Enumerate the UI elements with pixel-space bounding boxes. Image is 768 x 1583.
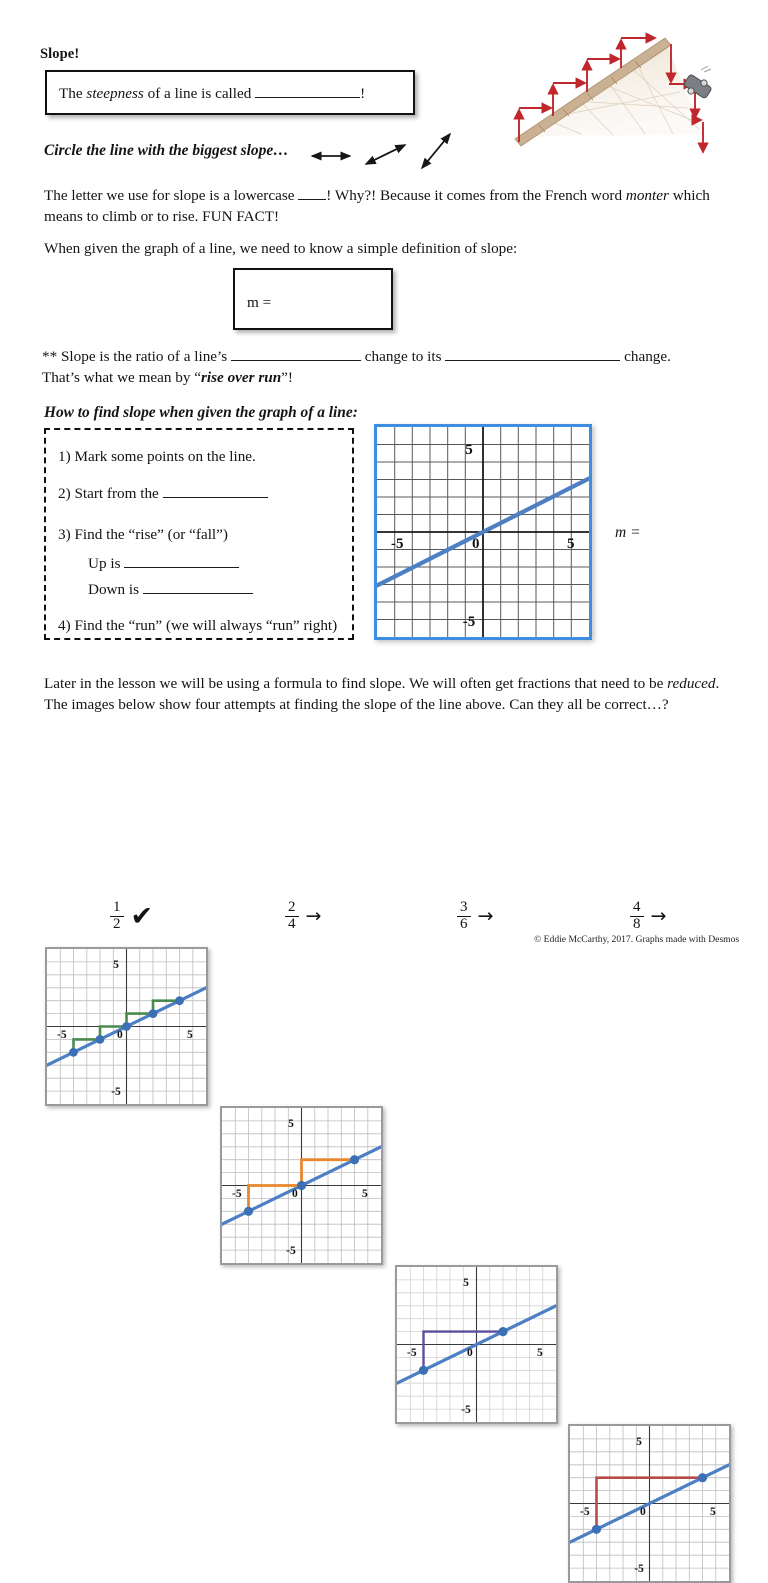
copyright-notice: © Eddie McCarthy, 2017. Graphs made with Desmos — [534, 934, 740, 945]
main-graph-m-label: m = — [615, 524, 641, 541]
formula-label: m = — [247, 294, 272, 311]
right-arrow-icon: → — [305, 904, 322, 927]
double-diagonal-arrow-steep — [422, 134, 450, 168]
x-tick-5: 5 — [362, 1188, 368, 1200]
attempt-graph-2[interactable] — [220, 1106, 383, 1265]
ror-part1: That’s what we mean by “ — [42, 369, 201, 386]
y-tick-5: 5 — [636, 1436, 642, 1448]
step-3-down-blank[interactable] — [143, 580, 253, 594]
definition-box — [45, 70, 415, 115]
step-3-down-label: Down is — [88, 581, 143, 598]
answer-4 — [630, 900, 666, 933]
y-tick-5: 5 — [463, 1277, 469, 1289]
definition-emphasis: steepness — [86, 85, 144, 102]
origin-label: 0 — [292, 1188, 298, 1200]
ratio-part1: ** Slope is the ratio of a line’s — [42, 348, 231, 365]
step-4: 4) Find the “run” (we will always “run” right) — [58, 617, 338, 634]
main-graph-svg — [377, 427, 589, 637]
fraction-1-denominator: 2 — [110, 916, 124, 933]
origin-label: 0 — [472, 536, 480, 552]
definition-middle: of a line is called — [143, 85, 256, 102]
fraction-4-denominator: 8 — [630, 916, 644, 933]
origin-label: 0 — [640, 1506, 646, 1518]
step-3: 3) Find the “rise” (or “fall”) — [58, 526, 228, 543]
right-arrow-icon: → — [650, 904, 667, 927]
step-1: 1) Mark some points on the line. — [58, 448, 256, 465]
later-part1: Later in the lesson we will be using a formula to find slope. We will often get fractions that need to be — [44, 675, 668, 692]
y-tick-5: 5 — [113, 959, 119, 971]
ratio-blank-2[interactable] — [445, 347, 620, 361]
french-word: monter — [625, 187, 669, 204]
origin-label: 0 — [117, 1029, 123, 1041]
step-3-up-blank[interactable] — [124, 554, 239, 568]
attempt-2-svg — [222, 1108, 381, 1263]
origin-label: 0 — [467, 1347, 473, 1359]
arrows-svg — [300, 130, 465, 180]
attempt-1-svg — [47, 949, 206, 1104]
ratio-blank-1[interactable] — [231, 347, 361, 361]
y-tick-minus5: -5 — [634, 1563, 644, 1575]
fraction-3-denominator: 6 — [457, 916, 471, 933]
how-to-heading: How to find slope when given the graph of a line: — [44, 404, 358, 421]
y-tick-minus5: -5 — [462, 614, 476, 630]
step-3-up-label: Up is — [88, 555, 125, 572]
ratio-part3: change. — [620, 348, 671, 365]
fraction-1 — [110, 900, 124, 933]
y-tick-minus5: -5 — [461, 1404, 471, 1416]
fraction-3 — [457, 900, 471, 933]
step-2 — [58, 483, 268, 504]
later-paragraph — [44, 673, 744, 715]
later-emphasis: reduced — [667, 675, 716, 692]
definition-suffix: ! — [360, 85, 366, 102]
formula-box — [233, 268, 393, 330]
definition-prefix: The — [59, 85, 87, 102]
ramp-illustration — [495, 22, 745, 172]
y-tick-minus5: -5 — [111, 1086, 121, 1098]
fraction-2 — [285, 900, 299, 933]
page-title: Slope! — [40, 46, 80, 62]
x-tick-5: 5 — [710, 1506, 716, 1518]
attempt-3-svg — [397, 1267, 556, 1422]
answer-3 — [457, 900, 493, 933]
y-tick-5: 5 — [288, 1118, 294, 1130]
step-2-label: 2) Start from the — [58, 485, 163, 502]
steps-box — [44, 428, 354, 640]
step-3-up — [88, 553, 239, 574]
fraction-2-denominator: 4 — [285, 916, 299, 933]
later-part2: . — [715, 675, 720, 692]
x-tick-minus5: -5 — [57, 1029, 67, 1041]
answer-2 — [285, 900, 321, 933]
fraction-4-numerator: 4 — [633, 899, 641, 915]
x-tick-minus5: -5 — [391, 536, 404, 552]
ratio-line — [42, 346, 742, 367]
ror-emphasis: rise over run — [201, 369, 282, 386]
attempt-4-svg — [570, 1426, 729, 1581]
double-diagonal-arrow-shallow — [366, 145, 405, 164]
fraction-1-numerator: 1 — [113, 899, 121, 915]
x-tick-5: 5 — [537, 1347, 543, 1359]
x-tick-minus5: -5 — [580, 1506, 590, 1518]
x-tick-minus5: -5 — [232, 1188, 242, 1200]
step-2-blank[interactable] — [163, 484, 268, 498]
letter-part3: which means to climb or to rise. FUN FACT! — [44, 187, 710, 225]
letter-part1: The letter we use for slope is a lowercase — [44, 187, 299, 204]
x-tick-5: 5 — [187, 1029, 193, 1041]
ratio-part2: change to its — [360, 348, 446, 365]
step-3-down — [88, 579, 253, 600]
letter-blank[interactable] — [298, 186, 326, 200]
cart-icon — [683, 66, 712, 99]
attempt-graph-1[interactable] — [45, 947, 208, 1106]
ramp-diagram-svg — [495, 22, 745, 172]
attempt-graph-3[interactable] — [395, 1265, 558, 1424]
definition-text — [59, 83, 365, 104]
y-tick-5: 5 — [465, 442, 473, 458]
ror-part2: ”! — [281, 369, 293, 386]
graph-intro-text: When given the graph of a line, we need to know a simple definition of slope: — [44, 240, 518, 257]
letter-part2: ! Why?! Because it comes from the French word — [326, 187, 626, 204]
right-arrow-icon: → — [477, 904, 494, 927]
rise-over-run-line — [42, 367, 293, 388]
later-line2: The images below show four attempts at finding the slope of the line above. Can they all be correct…? — [44, 696, 669, 713]
main-graph[interactable] — [374, 424, 592, 640]
slope-arrow-choices — [300, 130, 465, 180]
definition-blank[interactable] — [255, 84, 360, 98]
checkmark-icon: ✔ — [130, 900, 154, 932]
answer-1 — [110, 900, 153, 933]
x-tick-minus5: -5 — [407, 1347, 417, 1359]
attempt-graph-4[interactable] — [568, 1424, 731, 1583]
fraction-3-numerator: 3 — [460, 899, 468, 915]
fraction-2-numerator: 2 — [288, 899, 296, 915]
letter-paragraph — [44, 185, 734, 227]
x-tick-5: 5 — [567, 536, 575, 552]
circle-prompt: Circle the line with the biggest slope… — [44, 142, 289, 159]
y-tick-minus5: -5 — [286, 1245, 296, 1257]
fraction-4 — [630, 900, 644, 933]
